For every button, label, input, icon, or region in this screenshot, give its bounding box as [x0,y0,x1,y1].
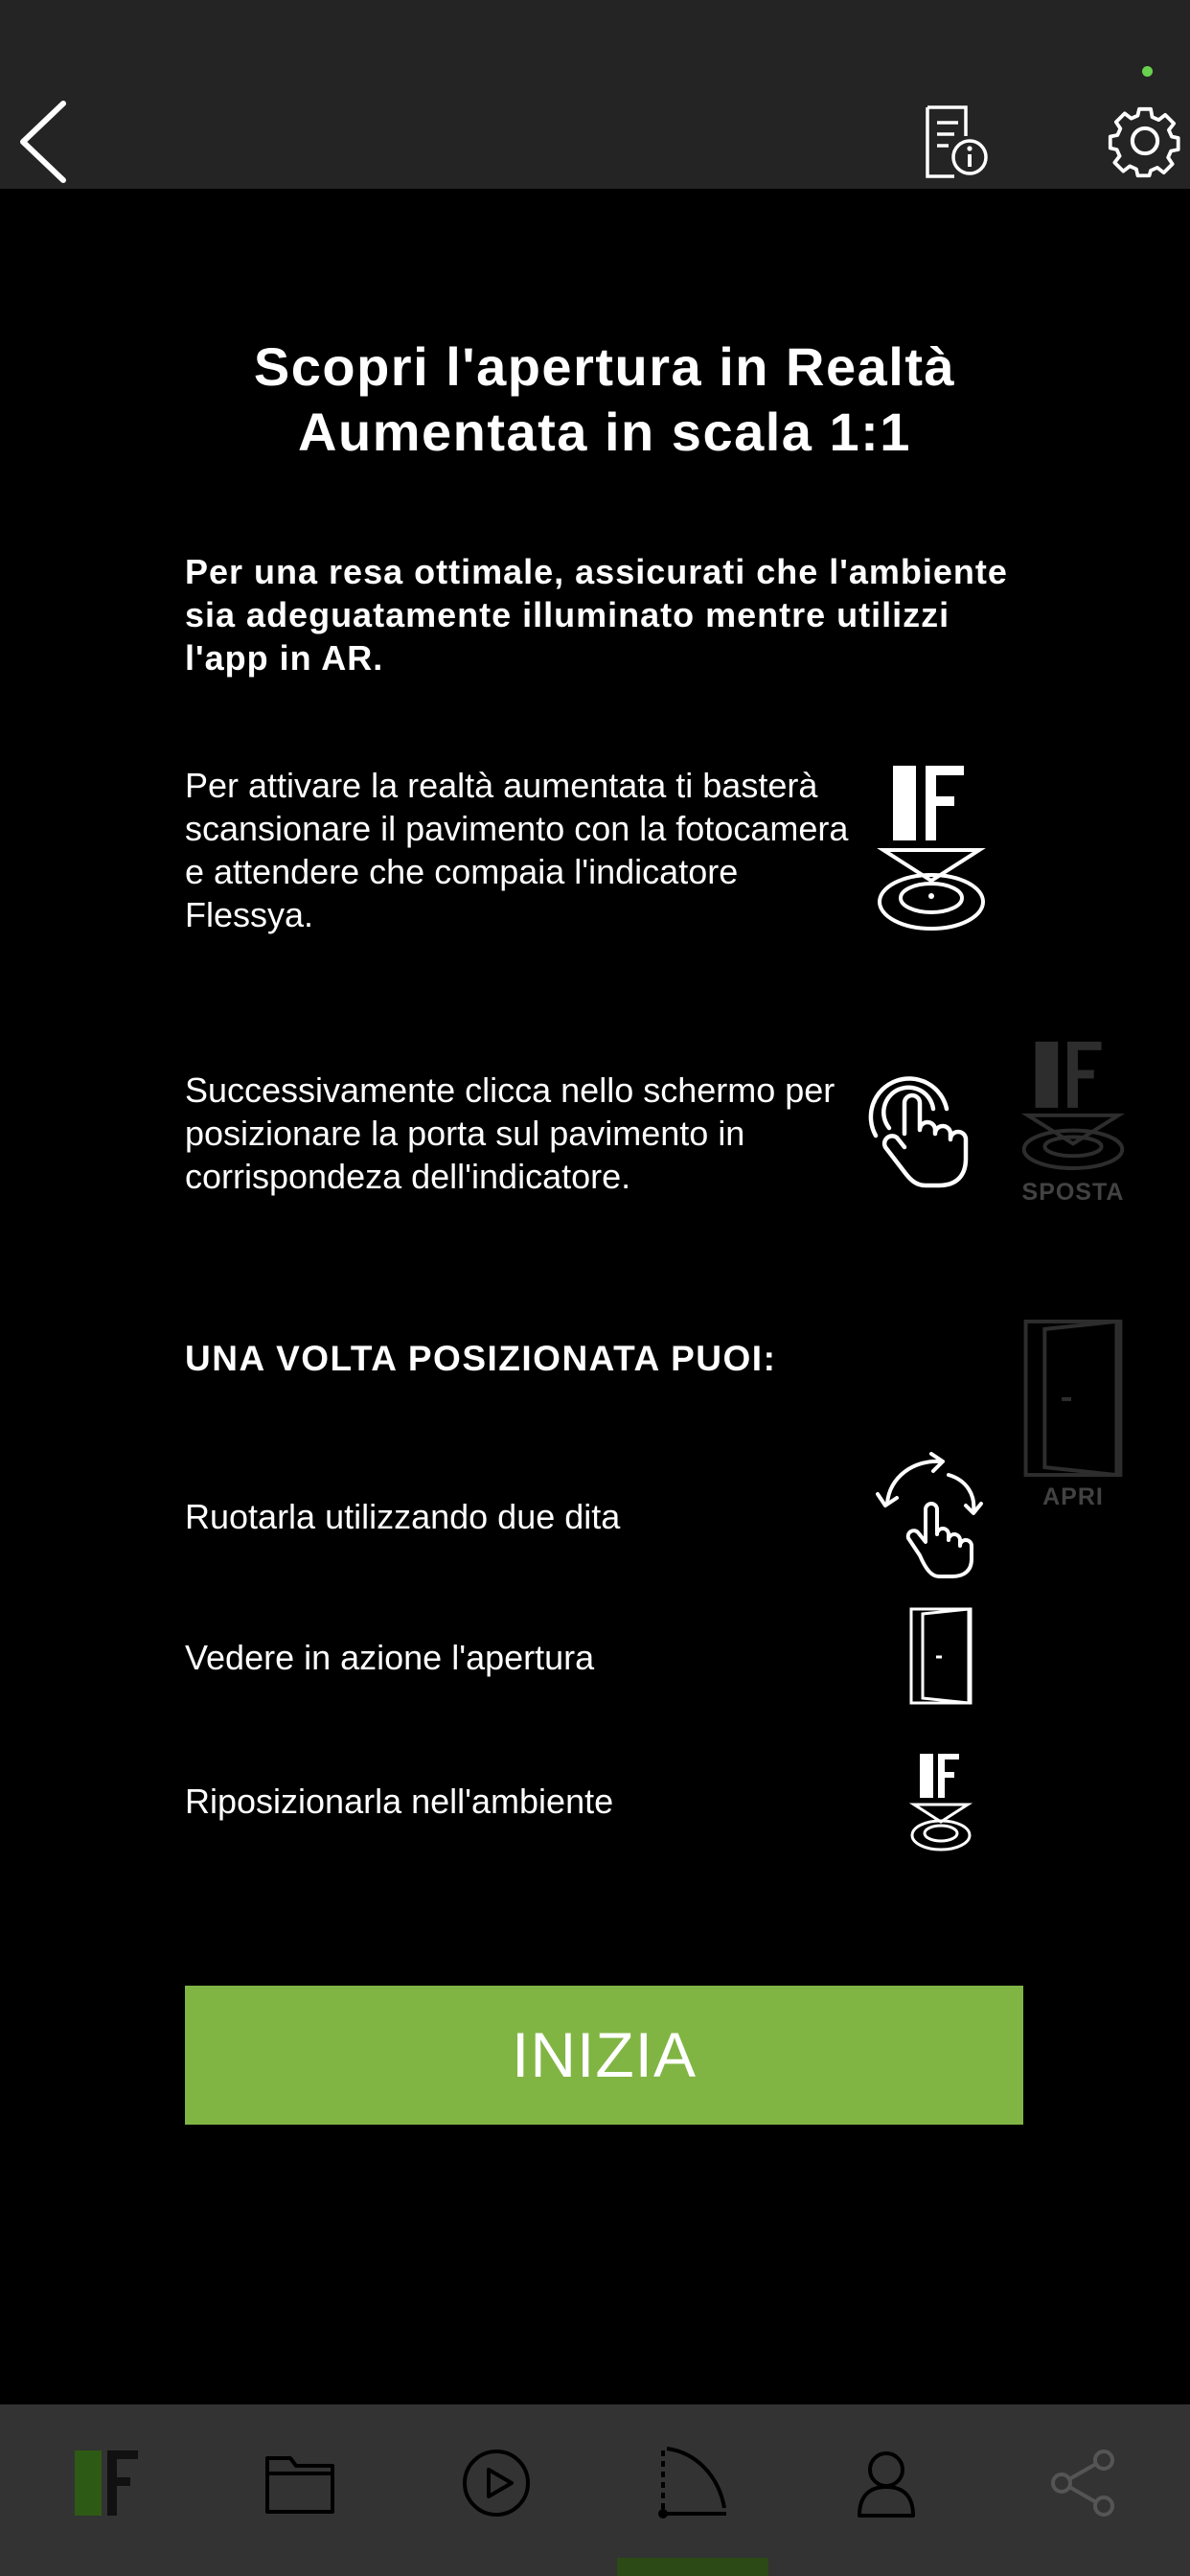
share-icon [1044,2445,1121,2521]
top-bar [0,0,1190,189]
chevron-left-icon [13,96,71,188]
ar-intro-content [0,189,1190,2404]
settings-button[interactable] [1106,102,1184,180]
nav-video[interactable] [458,2445,535,2521]
active-tab-indicator [617,2558,768,2576]
tap-gesture-icon [862,1070,1002,1190]
move-button-ghost [1016,1038,1131,1207]
tap-instruction: Successivamente clicca nello schermo per posizionare la porta sul pavimento in corrispondeza dell'indicatore. [185,1070,835,1196]
bottom-navigation [0,2404,1190,2576]
rotate-gesture-icon [876,1452,989,1578]
back-button[interactable] [13,96,71,188]
start-button[interactable]: INIZIA [185,1986,1023,2125]
open-label: APRI [1042,1484,1104,1510]
page-title: Scopri l'apertura in Realtà Aumentata in scala 1:1 [253,336,956,462]
feature-reposition: Riposizionarla nell'ambiente [185,1782,614,1821]
nav-ar-opening[interactable] [653,2445,730,2521]
nav-home[interactable] [69,2445,146,2521]
folder-icon [262,2445,338,2521]
feature-rotate: Ruotarla utilizzando due dita [185,1497,621,1536]
info-button[interactable] [920,104,989,180]
scan-instruction: Per attivare la realtà aumentata ti basterà scansionare il pavimento con la fotocamera e attendere che compaia l'indicatore Flessya. [185,766,849,934]
flessya-logo-icon [69,2445,146,2521]
nav-folder[interactable] [262,2445,338,2521]
lighting-tip: Per una resa ottimale, assicurati che l'ambiente sia adeguatamente illuminato mentre utilizzi l'app in AR. [185,552,1008,678]
ar-marker-icon [874,762,989,932]
door-icon [907,1605,974,1707]
nav-share[interactable] [1044,2445,1121,2521]
move-label: SPOSTA [1021,1179,1125,1206]
document-info-icon [920,104,989,180]
feature-open: Vedere in azione l'apertura [185,1638,595,1677]
gear-icon [1106,102,1184,180]
status-dot [1142,66,1153,77]
nav-profile[interactable] [848,2445,925,2521]
reposition-marker-icon [908,1751,973,1852]
play-icon [458,2445,535,2521]
user-icon [848,2445,925,2521]
open-button-ghost [1018,1318,1129,1511]
door-opening-icon [653,2445,730,2521]
section-heading: UNA VOLTA POSIZIONATA PUOI: [185,1339,777,1378]
